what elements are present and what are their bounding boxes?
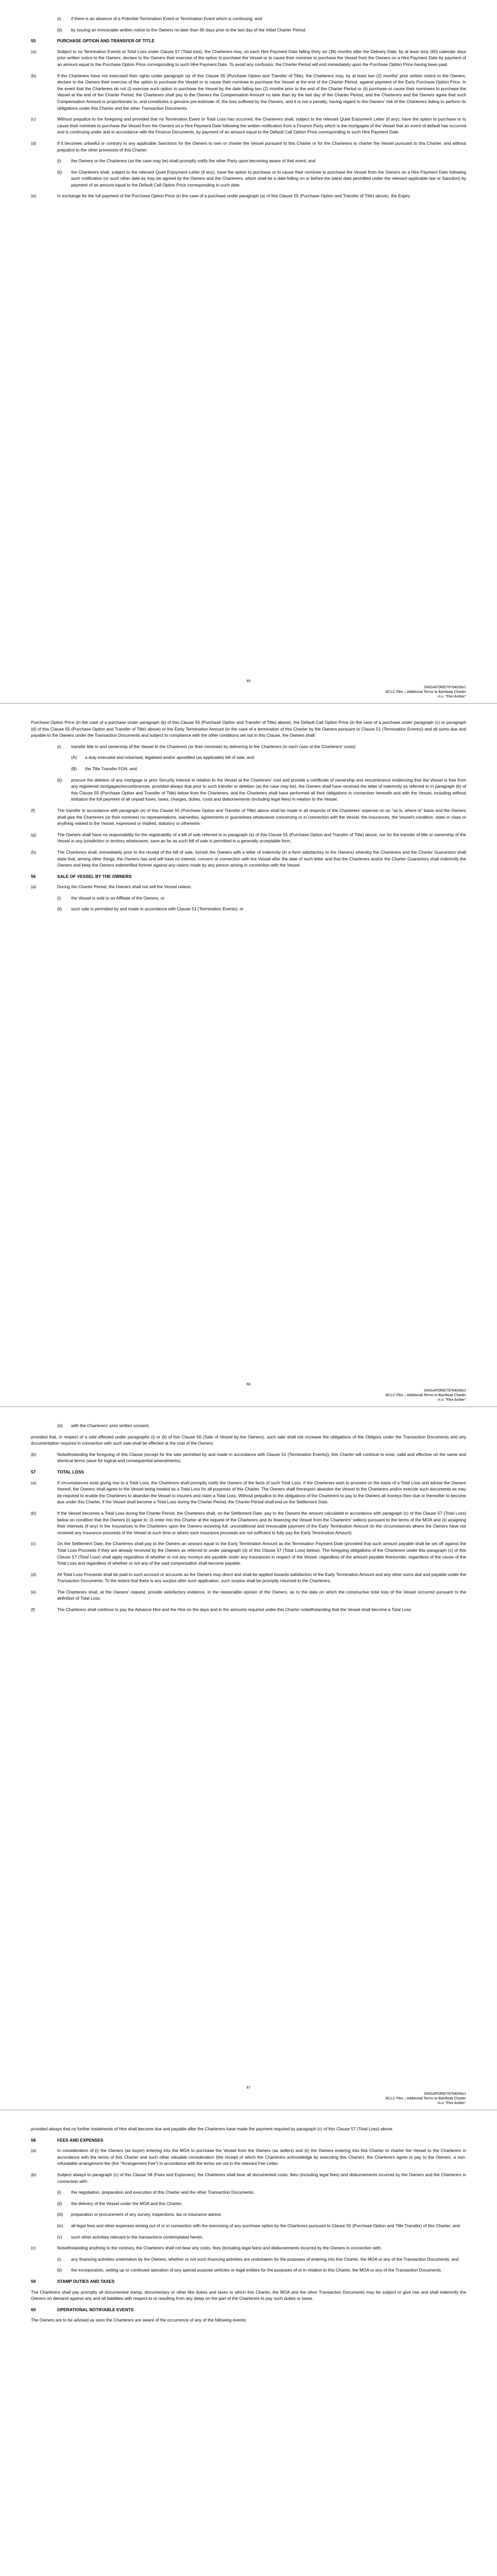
clause-number: (i) bbox=[57, 16, 61, 21]
paragraph bbox=[31, 1434, 466, 1447]
clause-text: The transfer in accordance with paragraph (e) of this Clause 55 (Purchase Option and Transfer of Title) above shall be made in all respects of the Charterers' expense on an "as is, where is" basis and the Owners shall give the Charterers (or their nominee) no representations, warranties, agreements or guarantees whatsoever concerning or in connection with the Vessel, the insurances, the Vessel's condition, state or class or anything related to the Vessel, expressed or implied, statutory or otherwise. bbox=[57, 807, 466, 826]
clause-text: All Total Loss Proceeds shall be paid to such account or accounts as the Owners may direct and shall be applied towards satisfaction of the Early Termination Amount and any other sums due and payable under the Transaction Documents. To the extent that there is any surplus after such application, such surplus shall be promptly returned to the Charterers. bbox=[57, 1571, 466, 1584]
clause-number: 56 bbox=[31, 873, 36, 879]
clause-text: In consideration of (i) the Owners (as buyer) entering into the MOA to purchase the Vessel from the Owners (as sellers) and (ii) the Owners entering into this Charter to charter the Vessel to the Charterers in accordance with the terms of this Charter and such other valuable consideration (the receipt of which the Charterers acknowledge by executing this Charter), the Charterers agree to pay to the Owners, a non-refundable arrangement fee (the "Arrangement Fee") in accordance with the terms set out in the relevant Fee Letter. bbox=[57, 2148, 466, 2166]
clause-item bbox=[31, 1589, 466, 1602]
section-heading-text: PURCHASE OPTION AND TRANSFER OF TITLE bbox=[57, 38, 155, 44]
page-footer bbox=[31, 680, 466, 699]
page-number: 65 bbox=[246, 680, 251, 683]
clause-number: (i) bbox=[57, 2256, 61, 2262]
clause-text: If it becomes unlawful or contrary to any applicable Sanctions for the Owners to own or charter the Vessel pursuant to this Charter or for the Charterers to charter the Vessel pursuant to this Charter, and without prejudice to the other provisions of this Charter: bbox=[57, 140, 466, 152]
clause-number: (a) bbox=[31, 48, 37, 54]
clause-text: On the Settlement Date, the Charterers shall pay to the Owners an amount equal to the Early Termination Amount as the Termination Payment Date (provided that such amount payable shall be set off against the Total Loss Proceeds if they are already received by the Owners as referred to under paragraph (d) of this Clause 57 (Total Loss) below). The foregoing obligations of the Charterers under this paragraph (c) of this Clause 57 (Total Loss) shall apply regardless of whether or not any moneys are payable under any Insurances in respect of the Vessel, regardless of the amount payable thereunder, regardless of the cause of the Total Loss and regardless of whether or not any of the said compensation shall become payable. bbox=[57, 1541, 466, 1566]
clause-item bbox=[31, 1540, 466, 1566]
footer-line2: BCLC Flex – Additional Terms to Bareboat Charter bbox=[385, 1394, 466, 1397]
clause-text: The Charterers shall continue to pay the Advance Hire and the Hire on the days and in the amounts required under this Charter notwithstanding that the Vessel shall become a Total Loss bbox=[57, 1607, 411, 1613]
document-page bbox=[0, 0, 497, 703]
clause-text: transfer title to and ownership of the Vessel to the Charterers (or their nominee) by delivering to the Charterers (in each case at the Charterers' costs): bbox=[71, 743, 357, 749]
clause-number: (ii) bbox=[57, 2267, 62, 2273]
clause-text: Purchase Option Price (in the case of a purchase under paragraph (b) of this Clause 55 (Purchase Option and Transfer of Title) above), the Default Call Option Price (in the case of a purchase under paragraph (c) or paragraph (d) of this Clause 55 (Purchase Option and Transfer of Title) above) or the Early Termination Amount (in the case of a termination of this Charter by the Owners pursuant to Clause 51 (Termination Events)) and all sums due and payable to the Owners under the Transaction Documents and subject to compliance with the other conditions set out in this Clause, the Owners shall: bbox=[31, 720, 466, 738]
clause-number: 60 bbox=[31, 2307, 36, 2312]
footer-ref: SINGAPORE/76764009v1 bbox=[423, 1389, 466, 1393]
clause-text: Subject to no Termination Events or Total Loss under Clause 57 (Total loss), the Charterers may, on each Hire Payment Date falling thirty six (36) months after the Delivery Date, by at least sixty (60) calendar days prior written notice to the Owners, declare to the Owners their exercise of the option to purchase the Vessel or to cause their nominee to purchase the Vessel from the Owners on a Hire Payment Date by payment of an amount equal to the Purchase Option Price corresponding to such Hire Payment Date. To avoid any confusion, the Charter Period will end immediately upon the Purchase Option Price having been paid. bbox=[57, 48, 466, 67]
clause-text: the Vessel is sold to an Affiliate of the Owners, or bbox=[71, 895, 165, 901]
clause-number: 55 bbox=[31, 38, 36, 44]
footer-line3: m.v. "Flex Amber" bbox=[437, 2102, 466, 2105]
clause-item bbox=[31, 1571, 466, 1584]
clause-text: the Charterers shall, subject to the relevant Quiet Enjoyment Letter (if any), have the option to purchase or to cause their nominee to purchase the Vessel from the Owners on a Hire Payment Date following such notification (or such other date as may be agreed by the Owners and the Charterers, which shall be a date falling on or before the latest date permitted under the relevant applicable law or Sanction) by payment of an amount equal to the Default Call Option Price corresponding to such date. bbox=[71, 169, 466, 188]
page-footer bbox=[31, 1383, 466, 1402]
clause-item bbox=[31, 807, 466, 827]
section-heading bbox=[31, 2278, 466, 2285]
clause-item bbox=[31, 2223, 466, 2229]
clause-item bbox=[31, 754, 466, 761]
clause-text: the negotiation, preparation and execution of this Charter and the other Transaction Documents; bbox=[71, 2190, 254, 2195]
clause-item bbox=[31, 1422, 466, 1429]
clause-number: (i) bbox=[57, 895, 61, 901]
clause-item bbox=[31, 169, 466, 189]
clause-number: (iii) bbox=[57, 2212, 63, 2217]
clause-text: In exchange for the full payment of the Purchase Option Price (in the case of a purchase under paragraph (a) of this Clause 55 (Purchase Option and Transfer of Title) above), the Expiry bbox=[57, 193, 410, 199]
clause-number: (A) bbox=[71, 755, 77, 760]
clause-item bbox=[31, 1480, 466, 1505]
clause-number: (b) bbox=[31, 1451, 37, 1457]
clause-item bbox=[31, 906, 466, 912]
clause-number: (d) bbox=[31, 140, 37, 146]
clause-number: (f) bbox=[31, 807, 35, 813]
paragraph bbox=[31, 719, 466, 739]
clause-item bbox=[31, 193, 466, 199]
clause-item bbox=[31, 766, 466, 772]
clause-item bbox=[31, 2245, 466, 2251]
clause-number: (a) bbox=[31, 1480, 37, 1485]
clause-text: Without prejudice to the foregoing and provided that no Termination Event or Total Loss has occurred, the Charterers shall, subject to the relevant Quiet Enjoyment Letter (if any), have the option to purchase or to cause their nominee to purchase the Vessel from the Owners on a Hire Payment Date following the written notification from a Finance Party which is the mortgagee of the Vessel that an event of default has occurred and is continuing under and in accordance with the Finance Documents, by payment of an amount equal to the Default Call Option Price corresponding to such Hire Payment Date. bbox=[57, 116, 466, 135]
clause-item bbox=[31, 2147, 466, 2167]
document-page bbox=[0, 703, 497, 1406]
clause-number: 57 bbox=[31, 1469, 36, 1475]
clause-number: (b) bbox=[31, 2172, 37, 2177]
clause-number: (c) bbox=[31, 1541, 36, 1547]
section-heading bbox=[31, 2137, 466, 2144]
clause-number: (c) bbox=[31, 2245, 36, 2251]
page-number: 66 bbox=[246, 1383, 251, 1386]
clause-text: Notwithstanding anything to the contrary, the Charterers shall not bear any costs, fees (including legal fees) and disbursements incurred by the Owners in connection with: bbox=[57, 2245, 382, 2251]
clause-item bbox=[31, 1606, 466, 1613]
clause-item bbox=[31, 27, 466, 33]
footer-ref: SINGAPORE/76764009v1 bbox=[423, 2092, 466, 2096]
clause-number: (e) bbox=[31, 1589, 37, 1595]
clause-number: (ii) bbox=[57, 777, 62, 783]
clause-text: if there is an absence of a Potential Termination Event or Termination Event which is continuing; and bbox=[71, 16, 262, 21]
clause-item bbox=[31, 116, 466, 135]
footer-line2: BCLC Flex – Additional Terms to Bareboat Charter bbox=[385, 2097, 466, 2100]
clause-item bbox=[31, 15, 466, 22]
clause-text: The Charterers shall, at the Owners' request, provide satisfactory evidence, in the reasonable opinion of the Owners, as to the date on which the constructive total loss of the Vessel occurred pursuant to the definition of Total Loss. bbox=[57, 1589, 466, 1601]
clause-number: (h) bbox=[31, 849, 37, 855]
clause-number: (i) bbox=[57, 743, 61, 749]
page-footer bbox=[31, 2086, 466, 2106]
clause-text: If the Charterers have not exercised their rights under paragraph (a) of this Clause 55 (Purchase Option and Transfer of Title), the Charterers may, by at least two (2) months' prior written notice to the Owners, declare to the Owners their exercise of the option to purchase the Vessel or to cause their nominee to purchase the Vessel at the end of the Charter Period, against payment of the Early Purchase Option Price. In the event that the Charterers do not (i) exercise such option to purchase the Vessel by the date falling two (2) months prior to the end of the Charter Period or (ii) purchase or cause their nominees to purchase the Vessel at the end of the Charter Period, the Charterers shall pay to the Owners the Compensation Amount no later than by the last day of the Charter Period, and the Charterers and the Owners agree that such Compensation Amount is proportionate to, and constitutes a genuine pre-estimate of, the loss suffered by the Owners, and it is not a penalty, having regard to the Owners' risk of the Charterers failing to perform its obligations under this Charter and the other Transaction Documents. bbox=[57, 73, 466, 111]
section-heading bbox=[31, 873, 466, 880]
clause-item bbox=[31, 895, 466, 902]
clause-text: Subject always to paragraph (c) of this Clause 58 (Fees and Expenses), the Charterers shall bear all documented costs, fees (including legal fees) and disbursements incurred by the Owners and the Charterers in connection with: bbox=[57, 2172, 466, 2184]
clause-number: (ii) bbox=[57, 27, 62, 32]
section-heading-text: SALE OF VESSEL BY THE OWNERS bbox=[57, 873, 132, 879]
footer-line2: BCLC Flex – Additional Terms to Bareboat Charter bbox=[385, 690, 466, 694]
clause-text: The Charterers shall, immediately prior to the receipt of the bill of sale, furnish the Owners with a letter of indemnity (in a form satisfactory to the Owners) whereby the Charterers and the Charter Guarantors shall state that, among other things, the Owners has and will have no interest, concern or connection with the Vessel after the date of such letter and that the Charterers and/or the Charter Guarantors shall indemnify the Owners and keep the Owners indemnified forever against any claims made by any person arising in connection with the Vessel. bbox=[57, 849, 466, 868]
clause-item bbox=[31, 2189, 466, 2196]
clause-item bbox=[31, 2200, 466, 2207]
clause-number: (v) bbox=[57, 2234, 62, 2240]
page-number: 67 bbox=[246, 2086, 251, 2090]
clause-text: procure the deletion of any mortgage or prior Security Interest in relation to the Vessel at the Charterers' cost and provide a certificate of ownership and encumbrance evidencing that the Vessel is free from any registered mortgages/encumbrances, provided always that prior to such transfer or deletion (as the case may be), the Owners shall have received the letter of indemnity as referred to in paragraph (b) of this Clause 55 (Purchase Option and Transfer of Title) below from the Charterers, and the Charterers shall have performed all their obligations in connection herewith and with the Vessel, including without limitation the full payment of all unpaid fuses, taxes, charges, duties, costs and disbursements (including legal fees) in relation to the Vessel. bbox=[71, 777, 466, 802]
clause-text: The Owners are to be advised as soon the Charterers are aware of the occurrence of any of the following events: bbox=[31, 2317, 247, 2323]
clause-text: such other activities relevant to the transactions contemplated herein. bbox=[71, 2234, 203, 2240]
clause-item bbox=[31, 777, 466, 803]
document-page bbox=[0, 1406, 497, 2110]
clause-text: the Title Transfer FOA; and bbox=[85, 766, 137, 771]
clause-number: 59 bbox=[31, 2278, 36, 2284]
clause-number: (d) bbox=[31, 1571, 37, 1577]
document-page bbox=[0, 2110, 497, 2576]
clause-number: (b) bbox=[31, 73, 37, 78]
clause-number: (a) bbox=[31, 884, 37, 890]
clause-text: provided always that no further instalments of Hire shall become due and payable after the Charterers have made the payment required by paragraph (c) of this Clause 57 (Total Loss) above. bbox=[31, 2126, 393, 2131]
footer-line3: m.v. "Flex Amber" bbox=[437, 695, 466, 699]
clause-text: provided that, in respect of a sale effected under paragraphs (i) or (ii) of this Clause 56 (Sale of Vessel by the Owners), such sale shall not increase the obligations of the Obligors under the Transaction Documents and any documentation required in connection with such sale shall be effected at the cost of the Owners. bbox=[31, 1434, 466, 1446]
clause-item bbox=[31, 2267, 466, 2274]
section-heading-text: TOTAL LOSS bbox=[57, 1469, 84, 1475]
clause-number: (g) bbox=[31, 832, 37, 837]
section-heading-text: OPERATIONAL NOTIFIABLE EVENTS bbox=[57, 2307, 134, 2312]
section-heading bbox=[31, 2307, 466, 2313]
footer-ref: SINGAPORE/76764009v1 bbox=[423, 686, 466, 689]
clause-text: by issuing an irrevocable written notice to the Owners no later than 90 days prior to the last day of the Initial Charter Period. bbox=[71, 27, 306, 32]
clause-number: (ii) bbox=[57, 169, 62, 175]
clause-item bbox=[31, 2234, 466, 2241]
clause-number: (c) bbox=[31, 116, 36, 122]
clause-text: If the Vessel becomes a Total Loss during the Charter Period, the Charterers shall, on the Settlement Date, pay to the Owners the amount calculated in accordance with paragraph (c) of this Clause 57 (Total Loss) below on condition that the Owners (i) agree to: (i) enter into this Charter at the request of the Charterers and its financing the Vessel from the Charterers' sellers) pursuant to the terms of the MOA and (ii) assigning their interests (if any) in the Insurances to the Charterers upon the Owners receiving full, unconditional and irrevocable payment of the Early Termination Amount (in the circumstances where the Owners have not received any insurance proceeds of the Vessel at such time or where such insurance proceeds are not sufficient to fully pay the Early Termination Amount). bbox=[57, 1510, 466, 1535]
clause-text: any financing activities undertaken by the Owners, whether or not such financing activities are undertaken for the purposes of entering into this Charter, the MOA or any of the Transaction Documents; and bbox=[71, 2256, 459, 2262]
clause-number: (f) bbox=[31, 1607, 35, 1613]
clause-item bbox=[31, 832, 466, 844]
clause-text: The Owners shall have no responsibility for the registrability of a bill of sale referred to in paragraph (e) of this Clause 55 (Purchase Option and Transfer of Title) above, nor for the transfer of title or ownership of the Vessel in any jurisdiction or territory whatsoever, save as far as such bill of sale is permitted in a generally acceptable form. bbox=[57, 832, 466, 844]
clause-text: the Owners or the Charterers (as the case may be) shall promptly notify the other Party upon becoming aware of that event; and bbox=[71, 158, 316, 164]
clause-item bbox=[31, 743, 466, 750]
clause-number: (iii) bbox=[57, 1423, 63, 1428]
clause-item bbox=[31, 1510, 466, 1536]
clause-item bbox=[31, 73, 466, 112]
clause-number: (iv) bbox=[57, 2223, 63, 2228]
section-heading-text: STAMP DUTIES AND TAXES bbox=[57, 2278, 115, 2284]
clause-number: (i) bbox=[57, 158, 61, 164]
clause-item bbox=[31, 849, 466, 869]
clause-item bbox=[31, 2256, 466, 2263]
section-heading bbox=[31, 38, 466, 44]
section-heading-text: FEES AND EXPENSES bbox=[57, 2137, 104, 2143]
clause-number: (a) bbox=[31, 2148, 37, 2154]
paragraph bbox=[31, 2289, 466, 2302]
clause-item bbox=[31, 2211, 466, 2218]
clause-number: (B) bbox=[71, 766, 77, 771]
paragraph bbox=[31, 2126, 466, 2132]
clause-text: the incorporation, setting up or continued operation of any special purpose vehicles or legal entities for the purposes of or in relation to this Charter, the MOA or any of the Transaction Documents. bbox=[71, 2267, 442, 2273]
clause-item bbox=[31, 48, 466, 68]
clause-number: (e) bbox=[31, 193, 37, 199]
clause-number: (b) bbox=[31, 1510, 37, 1516]
clause-text: with the Charterers' prior written consent, bbox=[71, 1423, 150, 1428]
clause-text: The Charterers shall pay promptly all documented stamp, documentary or other like duties and taxes to which this Charter, the MOA and the other Transaction Documents may be subject or give rise and shall indemnify the Owners on demand against any and all liabilities with respect to or resulting from any delay on the part of the Charterers to pay such duties or taxes. bbox=[31, 2289, 466, 2301]
clause-item bbox=[31, 140, 466, 153]
footer-line3: m.v. "Flex Amber" bbox=[437, 1398, 466, 1402]
clause-number: (ii) bbox=[57, 906, 62, 912]
clause-number: 58 bbox=[31, 2137, 36, 2143]
clause-number: (ii) bbox=[57, 2200, 62, 2206]
section-heading bbox=[31, 1469, 466, 1476]
clause-text: preparation or procurement of any survey, inspections, tax or insurance advice; bbox=[71, 2212, 222, 2217]
clause-text: such sale is permitted by and made in accordance with Clause 51 (Termination Events); or bbox=[71, 906, 244, 912]
clause-text: the delivery of the Vessel under the MOA and this Charter; bbox=[71, 2200, 183, 2206]
clause-item bbox=[31, 1451, 466, 1464]
clause-text: a duly executed and notarised, legalised and/or apostilled (as applicable) bill of sale; and bbox=[85, 755, 254, 760]
paragraph bbox=[31, 2317, 466, 2324]
clause-text: During the Charter Period, the Owners shall not sell the Vessel unless: bbox=[57, 884, 192, 890]
clause-number: (i) bbox=[57, 2190, 61, 2195]
clause-item bbox=[31, 884, 466, 890]
clause-item bbox=[31, 158, 466, 164]
clause-item bbox=[31, 2172, 466, 2184]
clause-text: all legal fees and other expenses arising out of or in connection with the exercising of any purchase option by the Charterers pursuant to Clause 55 (Purchase Option and Title Transfer) of this Charter; and bbox=[71, 2223, 460, 2228]
clause-text: Notwithstanding the foregoing of this Clause (except for the sale permitted by and made in accordance with Clause 51 (Termination Events)), this Charter will continue to exist, valid and effective on the same and identical terms (save for logical and consequential amendments). bbox=[57, 1451, 466, 1464]
clause-text: If circumstances exist giving rise to a Total Loss, the Charterers shall promptly notify the Owners of the facts of such Total Loss. If the Charterers wish to proceed on the basis of a Total Loss and advise the Owners thereof, the Owners shall agree to the Vessel being treated as a Total Loss for all purposes of this Charter. The Owners shall thereupon abandon the Vessel to the Charterers and/or execute such documents as may be required to enable the Charterers to abandon the Vessel to insurers and claim a Total Loss. Without prejudice to the obligations of the Charterers to pay to the Owners all moneys then due or thereafter to become due under this Charter, if the Vessel shall become a Total Loss during the Charter Period, the Charter Period shall end on the Settlement Date. bbox=[57, 1480, 466, 1505]
